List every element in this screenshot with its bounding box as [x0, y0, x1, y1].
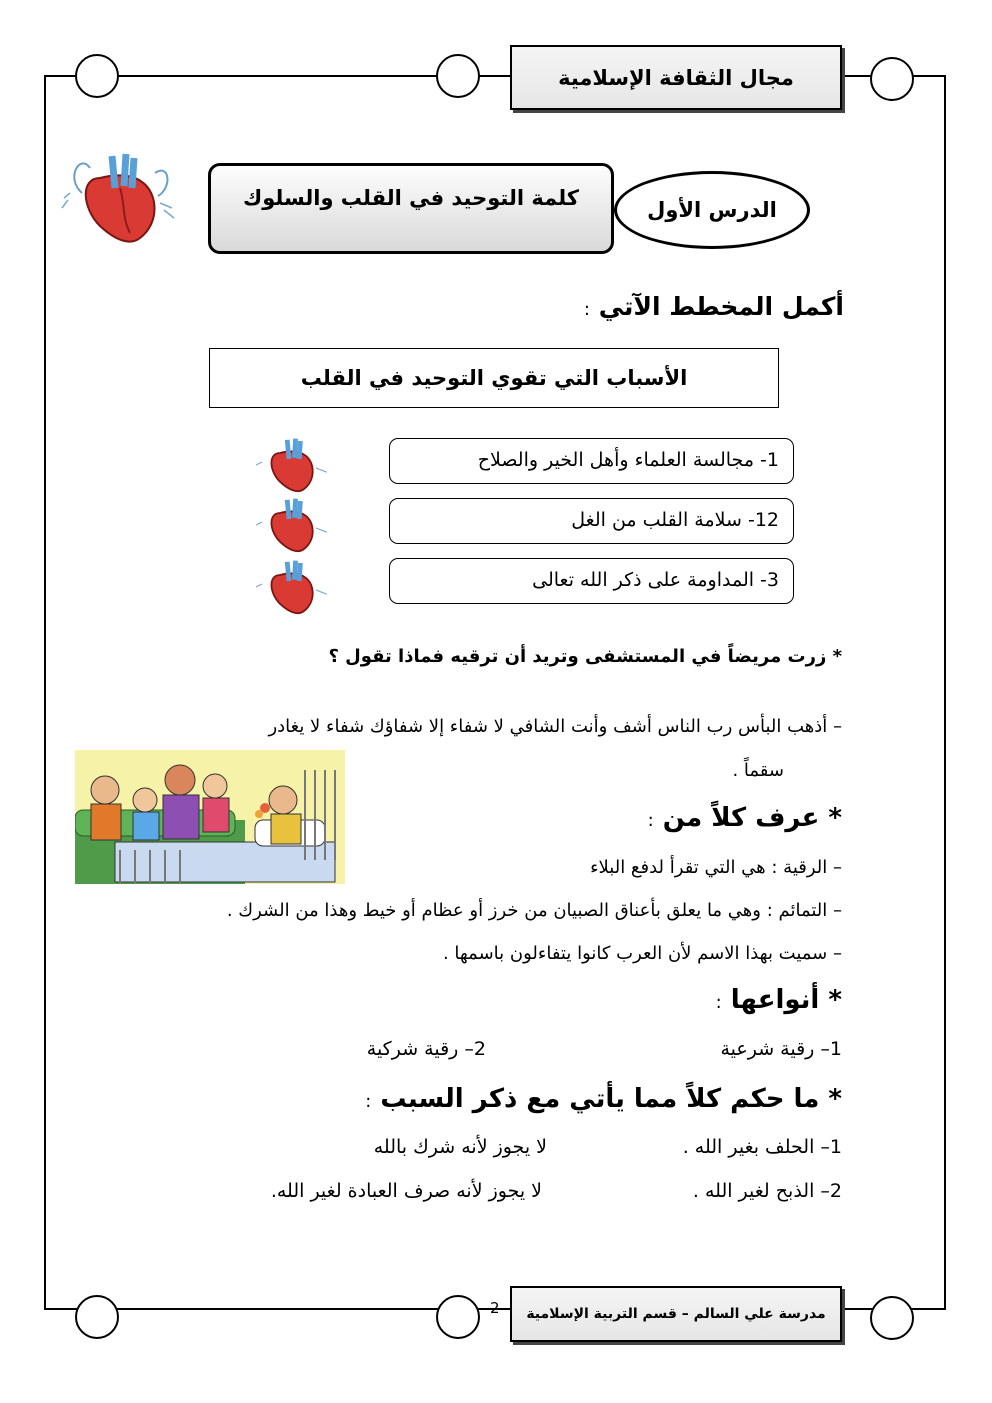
ruling-value: لا يجوز لأنه شرك بالله [373, 1136, 547, 1158]
lesson-number-oval [614, 171, 810, 249]
heart-icon [256, 494, 328, 556]
types-heading: * أنواعها : [715, 985, 842, 1015]
heart-icon [256, 434, 328, 496]
frame-circle [436, 54, 480, 98]
footer-school-box [510, 1286, 842, 1342]
ruling-value: لا يجوز لأنه صرف العبادة لغير الله. [270, 1180, 542, 1202]
frame-right-line [944, 76, 946, 1309]
diagram-title: الأسباب التي تقوي التوحيد في القلب [300, 366, 688, 390]
ruling-item: 2– الذبح لغير الله . [692, 1180, 842, 1202]
diagram-title-box [209, 348, 779, 408]
tamaim-definition: – التمائم : وهي ما يعلق بأعناق الصبيان من خرز أو عظام أو خيط وهذا من الشرك . [226, 900, 842, 921]
cause-item: 12- سلامة القلب من الغل [389, 498, 794, 544]
frame-circle [75, 54, 119, 98]
frame-circle [75, 1295, 119, 1339]
hospital-visit-illustration [75, 750, 345, 884]
type-item: 2– رقية شركية [366, 1038, 486, 1060]
visit-question: * زرت مريضاً في المستشفى وتريد أن ترقيه فماذا تقول ؟ [328, 646, 842, 667]
frame-circle [870, 57, 914, 101]
define-heading: * عرف كلاً من : [647, 803, 842, 833]
type-item: 1– رقية شرعية [720, 1038, 842, 1060]
lesson-title-box [208, 163, 614, 254]
frame-circle [436, 1295, 480, 1339]
visit-answer-line1: – أذهب البأس رب الناس أشف وأنت الشافي لا شفاء إلا شفاؤك شفاء لا يغادر [268, 716, 842, 737]
cause-item: 1- مجالسة العلماء وأهل الخير والصلاح [389, 438, 794, 484]
domain-title: مجال الثقافة الإسلامية [558, 65, 794, 90]
ruqya-definition: – الرقية : هي التي تقرأ لدفع البلاء [590, 857, 842, 878]
heart-icon [60, 148, 180, 248]
footer-school: مدرسة علي السالم – قسم التربية الإسلامية [526, 1306, 826, 1322]
domain-title-box [510, 45, 842, 110]
frame-left-line [44, 76, 46, 1309]
lesson-number: الدرس الأول [647, 198, 777, 222]
ruling-heading: * ما حكم كلاً مما يأتي مع ذكر السبب : [365, 1084, 842, 1114]
lesson-title: كلمة التوحيد في القلب والسلوك [243, 185, 579, 210]
heart-icon [256, 556, 328, 618]
page-number: 2 [490, 1299, 500, 1317]
cause-item: 3- المداومة على ذكر الله تعالى [389, 558, 794, 604]
ruling-item: 1– الحلف بغير الله . [682, 1136, 842, 1158]
visit-answer-line2: سقماً . [732, 760, 784, 781]
naming-reason: – سميت بهذا الاسم لأن العرب كانوا يتفاءلون باسمها . [442, 943, 842, 964]
frame-circle [870, 1296, 914, 1340]
diagram-instruction: أكمل المخطط الآتي : [583, 292, 844, 321]
